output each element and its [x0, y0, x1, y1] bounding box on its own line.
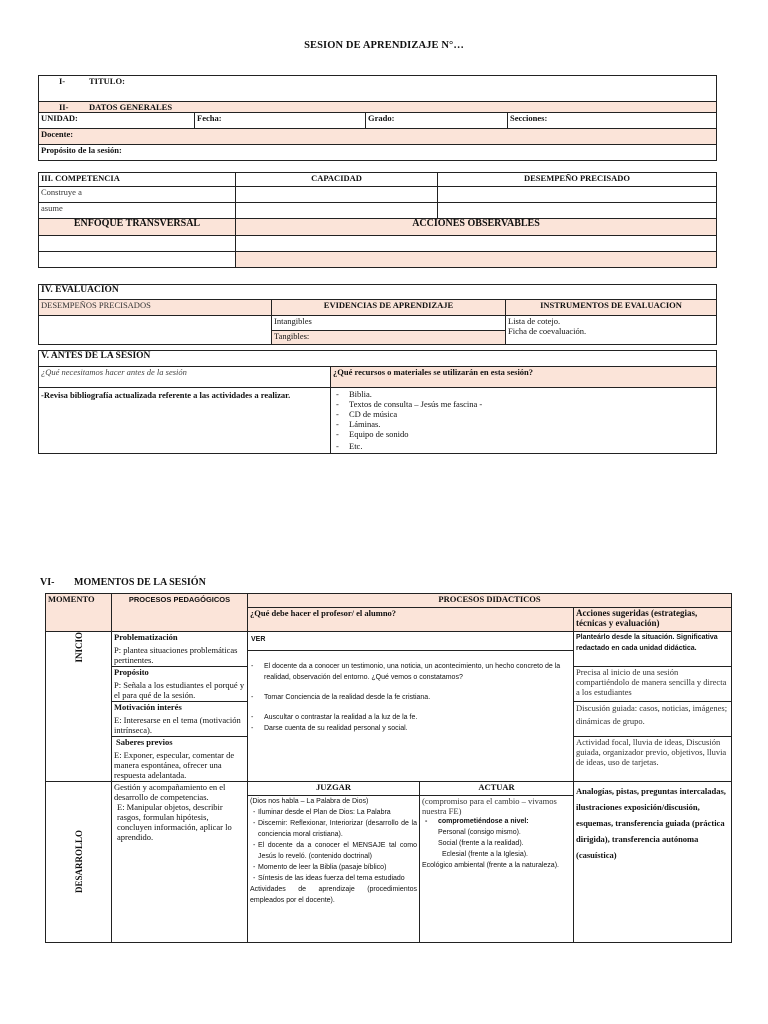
proceso-title: Motivación interés [114, 702, 182, 712]
accion-inicio-1[interactable]: Planteárlo desde la situación. Significativa redactado en cada unidad didáctica. [574, 632, 732, 667]
competencia-cell[interactable]: asume [39, 203, 236, 219]
accion-inicio-2[interactable]: Precisa al inicio de una sesión compartiéndolo de manera sencilla y directa a los estudiantes [574, 667, 732, 702]
ver-item: - Tomar Conciencia de la realidad desde la fe cristiana. [248, 692, 569, 703]
acciones-observables-header: ACCIONES OBSERVABLES [236, 219, 717, 236]
section1-number: I- [59, 76, 66, 86]
fecha-field[interactable]: Fecha: [195, 113, 366, 129]
material-item: - CD de música [333, 409, 714, 419]
material-item: - Equipo de sonido [333, 429, 714, 439]
ver-item: - Darse cuenta de su realidad personal y social. [248, 723, 569, 734]
desarrollo-momento-cell [46, 782, 112, 943]
section2-number: II- [59, 102, 69, 112]
proceso-title: Problematización [114, 632, 178, 642]
procesos-didacticos-header: PROCESOS DIDACTICOS [248, 594, 732, 608]
proceso-proposito[interactable] [112, 667, 248, 702]
instrumentos-header: INSTRUMENTOS DE EVALUACION [506, 300, 717, 316]
actuar-level: Personal (consigo mismo). [438, 829, 521, 837]
material-item: - Láminas. [333, 419, 714, 429]
material-item: - Textos de consulta – Jesús me fascina - [333, 399, 714, 409]
capacidad-header: CAPACIDAD [236, 173, 438, 187]
titulo-cell[interactable] [39, 76, 717, 102]
actuar-intro: (compromiso para el cambio – vivamos nuestra FE) [422, 796, 557, 817]
que-necesitamos-header: ¿Qué necesitamos hacer antes de la sesión [39, 367, 331, 388]
section6-label: MOMENTOS DE LA SESIÓN [74, 577, 206, 588]
actuar-level: Social (frente a la realidad). [438, 840, 524, 848]
datos-generales-header [39, 102, 717, 113]
actuar-level: Eclesial (frente a la Iglesia). [442, 851, 528, 859]
section1-label: TITULO: [89, 76, 125, 86]
enfoque-cell[interactable] [39, 236, 236, 252]
actuar-item: - comprometiéndose a nivel: [422, 816, 571, 827]
evaluacion-table [38, 284, 717, 345]
juzgar-item: - Discernir: Reflexionar, Interiorizar (desarrollo de la conciencia moral cristiana). [250, 818, 417, 840]
materiales-cell[interactable] [331, 388, 717, 454]
capacidad-cell[interactable] [236, 203, 438, 219]
desarrollo-proceso-cell[interactable] [112, 782, 248, 943]
desempeno-cell[interactable] [438, 203, 717, 219]
proposito-field[interactable]: Propósito de la sesión: [39, 145, 717, 161]
desarrollo-label: DESARROLLO [73, 830, 84, 894]
datos-generales-table [38, 75, 717, 161]
desempeno-cell[interactable] [438, 187, 717, 203]
antes-sesion-table [38, 350, 717, 454]
proceso-text: E: Interesarse en el tema (motivación intrínseca). [114, 715, 241, 735]
proceso-text: E: Manipular objetos, describir rasgos, formulan hipótesis, concluyen información, aplicar lo aprendido. [117, 802, 232, 842]
material-item: - Etc. [333, 441, 714, 451]
desempeno-header: DESEMPEÑO PRECISADO [438, 173, 717, 187]
inicio-label: INICIO [73, 632, 84, 663]
accion-inicio-4[interactable]: Actividad focal, lluvia de ideas, Discusión guiada, organizador previo, objetivos, lluvia de ideas, uso de tarjetas. [574, 737, 732, 782]
momentos-table [45, 593, 732, 943]
instrumento-item: Lista de cotejo. [508, 316, 561, 326]
juzgar-intro: (Dios nos habla – La Palabra de Dios) [250, 798, 369, 806]
enfoque-cell[interactable] [39, 252, 236, 268]
ver-item: - El docente da a conocer un testimonio, una noticia, un acontecimiento, un hecho concreto de la realidad, observación del entorno. ¿Qué vemos o constatamos? [248, 661, 569, 683]
instrumento-item: Ficha de coevaluación. [508, 326, 587, 336]
capacidad-cell[interactable] [236, 187, 438, 203]
desempenos-header: DESEMPEÑOS PRECISADOS [39, 300, 272, 316]
competencia-table [38, 172, 717, 268]
competencia-header: III. COMPETENCIA [39, 173, 236, 187]
proceso-title: Propósito [114, 667, 149, 677]
actuar-outro: Ecológico ambiental (frente a la naturaleza). [422, 862, 559, 870]
juzgar-item: - Síntesis de las ideas fuerza del tema estudiado [250, 873, 417, 884]
juzgar-cell[interactable] [248, 796, 420, 943]
evidencias-header: EVIDENCIAS DE APRENDIZAJE [272, 300, 506, 316]
docente-field[interactable]: Docente: [39, 129, 717, 145]
antes-sesion-title: V. ANTES DE LA SESION [39, 351, 717, 367]
momento-header: MOMENTO [46, 594, 112, 632]
juzgar-header: JUZGAR [248, 782, 420, 796]
evaluacion-title: IV. EVALUACION [39, 285, 717, 300]
acciones-cell[interactable] [236, 252, 717, 268]
unidad-field[interactable]: UNIDAD: [39, 113, 195, 129]
page-title: SESION DE APRENDIZAJE N°… [304, 40, 464, 51]
section2-label: DATOS GENERALES [89, 102, 173, 112]
proceso-text: Gestión y acompañamiento en el desarrollo de competencias. [114, 782, 226, 802]
tangibles-cell[interactable]: Tangibles: [272, 331, 506, 345]
proceso-motivacion[interactable] [112, 702, 248, 737]
acciones-sugeridas-header: Acciones sugeridas (estrategias, técnicas y evaluación) [574, 608, 732, 632]
actuar-cell[interactable] [420, 796, 574, 943]
proceso-text: P: Señala a los estudiantes el porqué y el para qué de la sesión. [114, 680, 245, 700]
instrumentos-cell[interactable] [506, 316, 717, 345]
ver-item: - Auscultar o contrastar la realidad a la luz de la fe. [248, 712, 569, 723]
actuar-levels [422, 827, 571, 860]
material-item: - Biblia. [333, 389, 714, 399]
proceso-title: Saberes previos [116, 737, 173, 747]
procesos-pedagogicos-header: PROCESOS PEDAGÓGICOS [112, 594, 248, 632]
section6-number: VI- [40, 577, 55, 588]
actuar-header: ACTUAR [420, 782, 574, 796]
momentos-heading [40, 577, 206, 588]
revisa-bibliografia-cell[interactable]: -Revisa bibliografía actualizada referente a las actividades a realizar. [39, 388, 331, 454]
secciones-field[interactable]: Secciones: [508, 113, 717, 129]
juzgar-item: - Iluminar desde el Plan de Dios: La Palabra [250, 807, 417, 818]
accion-inicio-3[interactable]: Discusión guiada: casos, noticias, imágenes; dinámicas de grupo. [574, 702, 732, 737]
inicio-momento-cell [46, 632, 112, 782]
proceso-saberes-previos[interactable] [112, 737, 248, 782]
proceso-text: P: plantea situaciones problemáticas pertinentes. [114, 645, 238, 665]
que-debe-hacer-header: ¿Qué debe hacer el profesor/ el alumno? [248, 608, 574, 632]
juzgar-item: - El docente da a conocer el MENSAJE tal como Jesús lo reveló. (contenido doctrinal) [250, 840, 417, 862]
recursos-header: ¿Qué recursos o materiales se utilizarán en esta sesión? [331, 367, 717, 388]
proceso-text: E: Exponer, especular, comentar de manera espontánea, ofrecer una respuesta adelantada. [114, 750, 235, 780]
enfoque-transversal-header: ENFOQUE TRANSVERSAL [39, 219, 236, 236]
acciones-cell[interactable] [236, 236, 717, 252]
accion-desarrollo[interactable]: Analogías, pistas, preguntas intercaladas, ilustraciones exposición/discusión, esquemas, transferencia guiada (práctica dirigida), transferencia autónoma (casuística) [574, 782, 732, 943]
ver-label: VER [248, 632, 573, 651]
juzgar-item: - Momento de leer la Biblia (pasaje bíblico) [250, 862, 417, 873]
juzgar-outro: Actividades de aprendizaje (procedimientos empleados por el docente). [250, 886, 417, 905]
intangibles-cell[interactable]: Intangibles [272, 316, 506, 331]
proceso-problematizacion[interactable] [112, 632, 248, 667]
grado-field[interactable]: Grado: [366, 113, 508, 129]
competencia-cell[interactable]: Construye a [39, 187, 236, 203]
ver-cell[interactable] [248, 632, 574, 782]
desempenos-cell[interactable] [39, 316, 272, 345]
